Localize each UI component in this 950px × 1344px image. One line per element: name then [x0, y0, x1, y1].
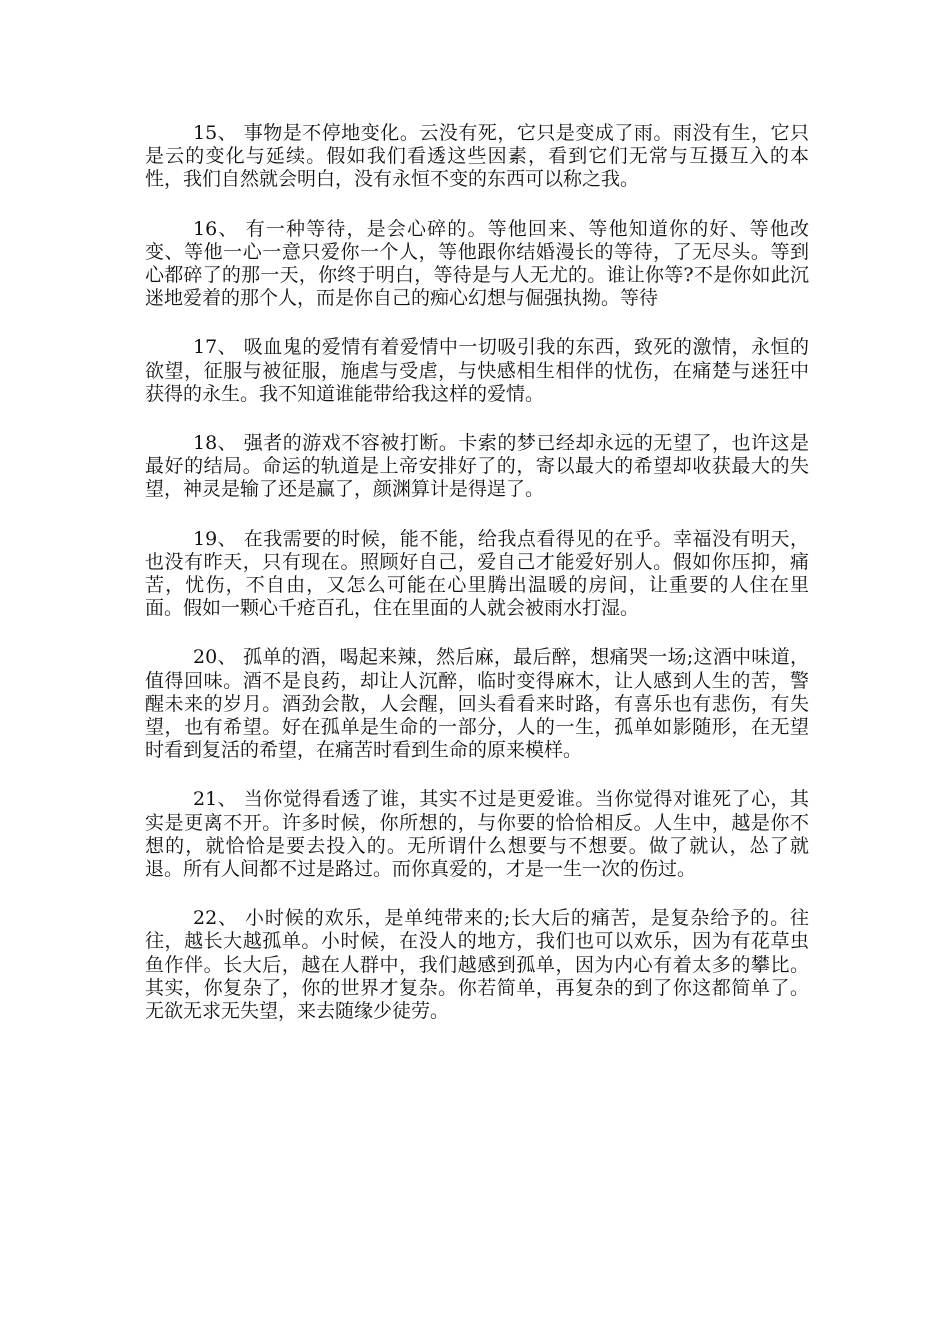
paragraph-22: 22、 小时候的欢乐，是单纯带来的;长大后的痛苦，是复杂给予的。往往，越长大越孤单。小时候，在没人的地方，我们也可以欢乐，因为有花草虫鱼作伴。长大后，越在人群中，我们越感到孤单，因为内心有着太多的攀比。其实，你复杂了，你的世界才复杂。你若简单，再复杂的到了你这都简单了。无欲无求无失望，来去随缘少徒劳。 — [145, 907, 809, 1023]
paragraph-18: 18、 强者的游戏不容被打断。卡索的梦已经却永远的无望了，也许这是最好的结局。命运的轨道是上帝安排好了的，寄以最大的希望却收获最大的失望，神灵是输了还是赢了，颜渊算计是得逞了。 — [145, 432, 809, 501]
paragraph-16: 16、 有一种等待，是会心碎的。等他回来、等他知道你的好、等他改变、等他一心一意只爱你一个人，等他跟你结婚漫长的等待，了无尽头。等到心都碎了的那一天，你终于明白，等待是与人无尤的。谁让你等?不是你如此沉迷地爱着的那个人，而是你自己的痴心幻想与倔强执拗。等待 — [145, 217, 809, 310]
paragraph-15: 15、 事物是不停地变化。云没有死，它只是变成了雨。雨没有生，它只是云的变化与延续。假如我们看透这些因素，看到它们无常与互摄互入的本性，我们自然就会明白，没有永恒不变的东西可以称之我。 — [145, 122, 809, 191]
paragraph-17: 17、 吸血鬼的爱情有着爱情中一切吸引我的东西，致死的激情，永恒的欲望，征服与被征服，施虐与受虐，与快感相生相伴的忧伤，在痛楚与迷狂中获得的永生。我不知道谁能带给我这样的爱情。 — [145, 336, 809, 405]
paragraph-19: 19、 在我需要的时候，能不能，给我点看得见的在乎。幸福没有明天，也没有昨天，只有现在。照顾好自己，爱自己才能爱好别人。假如你压抑，痛苦，忧伤，不自由，又怎么可能在心里腾出温暖的房间，让重要的人住在里面。假如一颗心千疮百孔，住在里面的人就会被雨水打湿。 — [145, 527, 809, 620]
paragraph-20: 20、 孤单的酒，喝起来辣，然后麻，最后醉，想痛哭一场;这酒中味道，值得回味。酒不是良药，却让人沉醉，临时变得麻木，让人感到人生的苦，警醒未来的岁月。酒劲会散，人会醒，回头看看来时路，有喜乐也有悲伤，有失望，也有希望。好在孤单是生命的一部分，人的一生，孤单如影随形，在无望时看到复活的希望，在痛苦时看到生命的原来模样。 — [145, 646, 809, 762]
document-body — [145, 122, 809, 1049]
paragraph-21: 21、 当你觉得看透了谁，其实不过是更爱谁。当你觉得对谁死了心，其实是更离不开。许多时候，你所想的，与你要的恰恰相反。人生中，越是你不想的，就恰恰是要去投入的。无所谓什么想要与不想要。做了就认，怂了就退。所有人间都不过是路过。而你真爱的，才是一生一次的伤过。 — [145, 788, 809, 881]
